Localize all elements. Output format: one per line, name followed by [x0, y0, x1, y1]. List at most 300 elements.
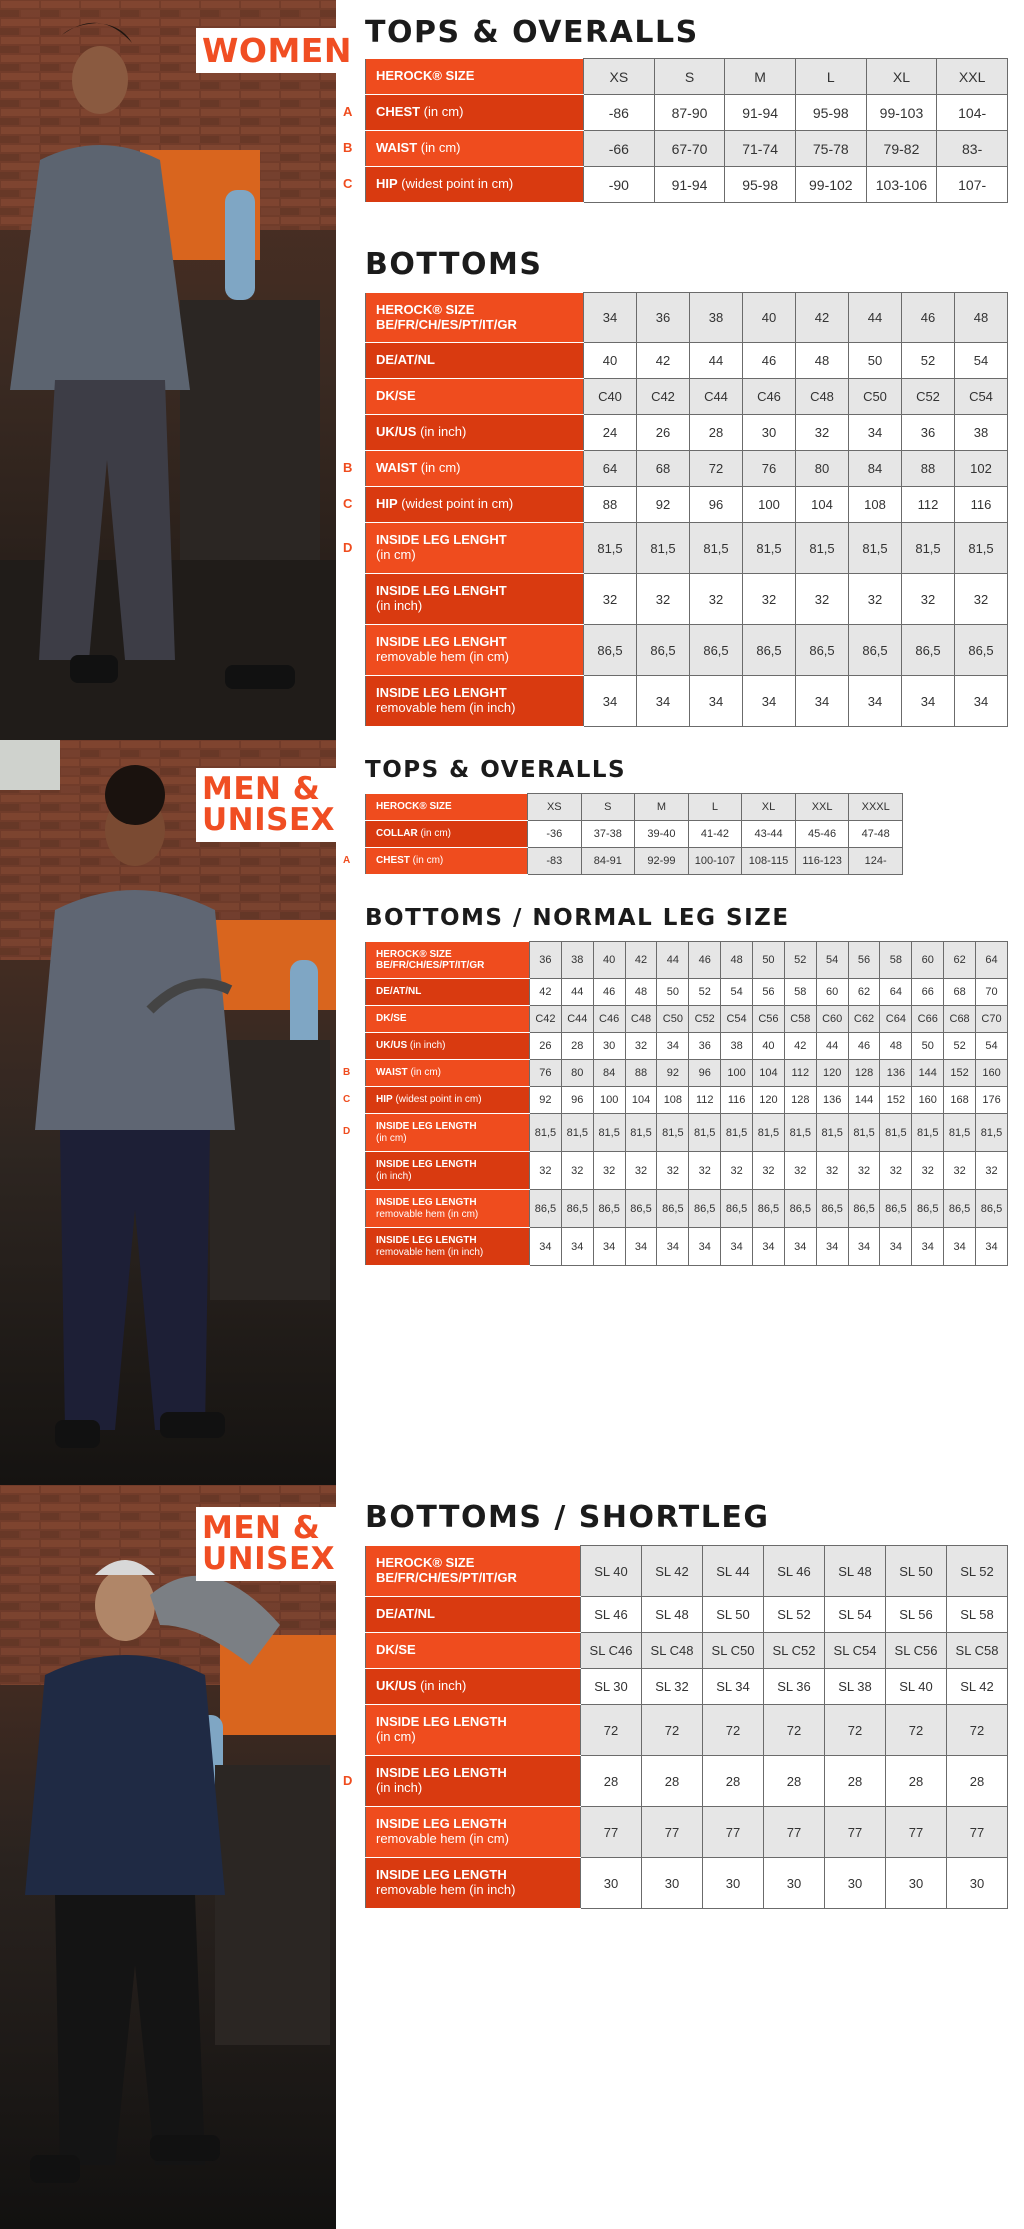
row-label-text: DK/SE — [376, 1642, 416, 1658]
size-cell: 32 — [625, 1033, 657, 1060]
row-label — [366, 1087, 530, 1114]
size-cell: C44 — [561, 1006, 593, 1033]
size-cell: 88 — [584, 487, 637, 523]
row-label-note: (widest point in cm) — [392, 1094, 482, 1106]
size-cell: SL 54 — [825, 1597, 886, 1633]
size-cell: 152 — [880, 1087, 912, 1114]
size-cell: 83- — [937, 131, 1008, 167]
size-header-cell: M — [635, 794, 689, 821]
size-cell: 77 — [947, 1807, 1008, 1858]
table-row — [366, 95, 1008, 131]
size-cell: 77 — [825, 1807, 886, 1858]
row-label-text: INSIDE LEG LENGTH — [376, 1765, 507, 1781]
size-cell: C54 — [721, 1006, 753, 1033]
size-cell: 168 — [944, 1087, 976, 1114]
size-cell: 81,5 — [743, 523, 796, 574]
size-cell: SL 32 — [642, 1669, 703, 1705]
size-cell: 95-98 — [725, 167, 796, 203]
size-cell: 68 — [637, 451, 690, 487]
measure-letter: C — [343, 496, 353, 512]
size-header-cell: 54 — [816, 942, 848, 979]
size-cell: 34 — [593, 1228, 625, 1266]
women-workwear-photo — [0, 0, 336, 740]
size-cell: 66 — [912, 979, 944, 1006]
size-cell: 34 — [721, 1228, 753, 1266]
size-cell: 81,5 — [816, 1114, 848, 1152]
size-cell: 160 — [912, 1087, 944, 1114]
table-header-row — [366, 942, 1008, 979]
size-cell: C52 — [689, 1006, 721, 1033]
size-header-cell: 34 — [584, 293, 637, 343]
table-row — [366, 1633, 1008, 1669]
size-cell: C54 — [955, 379, 1008, 415]
size-cell: 86,5 — [743, 625, 796, 676]
row-label — [366, 1669, 581, 1705]
size-cell: SL 50 — [703, 1597, 764, 1633]
size-cell: 30 — [703, 1858, 764, 1909]
size-header-cell: 44 — [849, 293, 902, 343]
row-label-text: WAIST — [376, 1067, 408, 1079]
size-cell: 32 — [637, 574, 690, 625]
size-cell: SL C54 — [825, 1633, 886, 1669]
size-cell: 34 — [530, 1228, 562, 1266]
table-header-row — [366, 1546, 1008, 1597]
size-cell: 32 — [955, 574, 1008, 625]
size-cell: 32 — [796, 415, 849, 451]
size-cell: 46 — [743, 343, 796, 379]
table-row — [366, 1033, 1008, 1060]
size-cell: SL 48 — [642, 1597, 703, 1633]
size-cell: 72 — [947, 1705, 1008, 1756]
size-cell: 88 — [625, 1060, 657, 1087]
size-cell: 32 — [849, 574, 902, 625]
size-cell: SL C46 — [581, 1633, 642, 1669]
size-cell: 28 — [690, 415, 743, 451]
size-cell: 86,5 — [625, 1190, 657, 1228]
size-header-cell: SL 44 — [703, 1546, 764, 1597]
size-cell: 62 — [848, 979, 880, 1006]
size-cell: 26 — [530, 1033, 562, 1060]
row-label-note: removable hem (in inch) — [376, 1882, 516, 1897]
size-cell: 48 — [880, 1033, 912, 1060]
table-row — [366, 1060, 1008, 1087]
row-label-note: (in cm) — [409, 855, 444, 867]
size-cell: 81,5 — [561, 1114, 593, 1152]
size-cell: 81,5 — [657, 1114, 689, 1152]
size-cell: 36 — [902, 415, 955, 451]
size-cell: C68 — [944, 1006, 976, 1033]
row-label — [366, 821, 528, 848]
row-label — [366, 1597, 581, 1633]
size-cell: 91-94 — [725, 95, 796, 131]
row-label — [366, 1858, 581, 1909]
row-label — [366, 979, 530, 1006]
table-row — [366, 848, 903, 875]
size-cell: SL C50 — [703, 1633, 764, 1669]
size-cell: 77 — [764, 1807, 825, 1858]
size-cell: 32 — [976, 1152, 1008, 1190]
size-cell: C44 — [690, 379, 743, 415]
size-cell: SL C58 — [947, 1633, 1008, 1669]
size-cell: 72 — [825, 1705, 886, 1756]
table-row — [366, 1669, 1008, 1705]
size-cell: 104 — [625, 1087, 657, 1114]
row-label-text: COLLAR — [376, 828, 418, 840]
size-cell: 86,5 — [796, 625, 849, 676]
row-label-note: (in cm) — [420, 104, 464, 120]
size-cell: 30 — [886, 1858, 947, 1909]
row-label — [366, 1152, 530, 1190]
size-header-cell: S — [654, 59, 725, 95]
size-cell: 81,5 — [902, 523, 955, 574]
measure-letter: A — [343, 104, 353, 120]
size-cell: 34 — [784, 1228, 816, 1266]
size-cell: 124- — [849, 848, 903, 875]
size-cell: 44 — [561, 979, 593, 1006]
row-label-note: (in cm) — [376, 547, 416, 562]
row-label-text: INSIDE LEG LENGTH — [376, 1197, 477, 1208]
size-cell: 42 — [784, 1033, 816, 1060]
size-cell: 81,5 — [721, 1114, 753, 1152]
table-row — [366, 451, 1008, 487]
measure-letter: B — [343, 460, 353, 476]
size-cell: 91-94 — [654, 167, 725, 203]
row-label — [366, 487, 584, 523]
shortleg-title: BOTTOMS / SHORTLEG — [365, 1500, 770, 1535]
size-header-cell: 50 — [753, 942, 785, 979]
size-cell: C46 — [743, 379, 796, 415]
row-label-note: (in cm) — [417, 828, 452, 840]
size-cell: 42 — [637, 343, 690, 379]
size-cell: 38 — [721, 1033, 753, 1060]
size-cell: 54 — [955, 343, 1008, 379]
size-cell: 86,5 — [849, 625, 902, 676]
row-label-note: (in cm) — [417, 140, 461, 156]
size-cell: SL 58 — [947, 1597, 1008, 1633]
size-cell: 81,5 — [796, 523, 849, 574]
size-cell: 28 — [642, 1756, 703, 1807]
row-label-text: INSIDE LEG LENGTH — [376, 1159, 477, 1170]
size-cell: 32 — [880, 1152, 912, 1190]
row-label-note: (widest point in cm) — [397, 176, 514, 192]
size-cell: 52 — [689, 979, 721, 1006]
table-row — [366, 1152, 1008, 1190]
size-cell: 99-103 — [866, 95, 937, 131]
row-label-text: INSIDE LEG LENGTH — [376, 1121, 477, 1132]
size-cell: 34 — [743, 676, 796, 727]
row-label-note: (in cm) — [407, 1067, 442, 1079]
table-row — [366, 1807, 1008, 1858]
size-header-cell: 40 — [593, 942, 625, 979]
size-header-cell: XXL — [795, 794, 849, 821]
size-cell: 32 — [848, 1152, 880, 1190]
badge-line: UNISEX — [202, 802, 336, 838]
size-cell: 34 — [848, 1228, 880, 1266]
size-header-cell: 46 — [689, 942, 721, 979]
size-cell: 48 — [796, 343, 849, 379]
measure-letter: C — [343, 176, 353, 192]
row-label-text: HEROCK® SIZE — [376, 948, 452, 960]
measure-letter: B — [343, 140, 353, 156]
row-label — [366, 95, 584, 131]
shortleg-photo-panel — [0, 1485, 336, 2229]
size-cell: 41-42 — [688, 821, 742, 848]
table-row — [366, 523, 1008, 574]
size-cell: 81,5 — [976, 1114, 1008, 1152]
size-cell: 95-98 — [795, 95, 866, 131]
size-cell: 136 — [880, 1060, 912, 1087]
row-label-text: CHEST — [376, 104, 421, 120]
size-header-cell: 64 — [976, 942, 1008, 979]
size-cell: 86,5 — [657, 1190, 689, 1228]
size-cell: 108 — [657, 1087, 689, 1114]
measure-letter: D — [343, 1126, 351, 1137]
size-cell: 112 — [689, 1087, 721, 1114]
row-label — [366, 848, 528, 875]
size-cell: 81,5 — [944, 1114, 976, 1152]
size-cell: 86,5 — [561, 1190, 593, 1228]
size-header-cell: XL — [742, 794, 796, 821]
measure-letter: C — [343, 1093, 351, 1105]
size-cell: 64 — [880, 979, 912, 1006]
size-header-cell: 40 — [743, 293, 796, 343]
size-cell: 42 — [530, 979, 562, 1006]
size-header-cell: 58 — [880, 942, 912, 979]
size-header-cell: SL 52 — [947, 1546, 1008, 1597]
size-cell: 120 — [753, 1087, 785, 1114]
size-cell: 39-40 — [635, 821, 689, 848]
size-cell: 34 — [690, 676, 743, 727]
table-header-row — [366, 794, 903, 821]
row-label — [366, 59, 584, 95]
row-label-text: INSIDE LEG LENGHT — [376, 583, 507, 599]
size-cell: 107- — [937, 167, 1008, 203]
size-cell: 58 — [784, 979, 816, 1006]
size-cell: 46 — [848, 1033, 880, 1060]
size-cell: 32 — [796, 574, 849, 625]
row-label — [366, 379, 584, 415]
row-label-text: INSIDE LEG LENGTH — [376, 1714, 507, 1730]
size-cell: 24 — [584, 415, 637, 451]
row-label-text: DE/AT/NL — [376, 352, 435, 368]
row-label-text: DE/AT/NL — [376, 986, 422, 998]
table-row — [366, 131, 1008, 167]
row-label — [366, 1807, 581, 1858]
row-label — [366, 625, 584, 676]
size-cell: 96 — [690, 487, 743, 523]
table-row — [366, 167, 1008, 203]
size-cell: 84-91 — [581, 848, 635, 875]
size-cell: 28 — [764, 1756, 825, 1807]
size-cell: -66 — [584, 131, 655, 167]
size-cell: 60 — [816, 979, 848, 1006]
size-cell: 86,5 — [955, 625, 1008, 676]
size-cell: 48 — [625, 979, 657, 1006]
size-cell: 32 — [561, 1152, 593, 1190]
table-row — [366, 415, 1008, 451]
size-header-cell: 56 — [848, 942, 880, 979]
badge-line: MEN & — [202, 1510, 321, 1546]
women-badge — [196, 28, 358, 73]
size-header-cell: 60 — [912, 942, 944, 979]
size-cell: 34 — [657, 1228, 689, 1266]
row-label — [366, 1705, 581, 1756]
size-header-cell: 42 — [625, 942, 657, 979]
size-cell: 28 — [561, 1033, 593, 1060]
size-cell: 72 — [886, 1705, 947, 1756]
table-row — [366, 1190, 1008, 1228]
size-cell: 112 — [902, 487, 955, 523]
size-cell: 81,5 — [690, 523, 743, 574]
table-row — [366, 979, 1008, 1006]
row-label-note: (in cm) — [376, 1132, 407, 1144]
size-cell: 92 — [657, 1060, 689, 1087]
row-label — [366, 415, 584, 451]
size-cell: 72 — [690, 451, 743, 487]
row-label-text: DK/SE — [376, 1013, 407, 1025]
size-header-cell: SL 46 — [764, 1546, 825, 1597]
row-label-text: CHEST — [376, 855, 410, 867]
table-row — [366, 1087, 1008, 1114]
row-label-text: UK/US — [376, 1678, 417, 1694]
row-label-text: UK/US — [376, 1040, 408, 1052]
table-row — [366, 1006, 1008, 1033]
size-cell: SL C52 — [764, 1633, 825, 1669]
size-cell: -36 — [528, 821, 582, 848]
table-row — [366, 676, 1008, 727]
row-label-note: removable hem (in inch) — [376, 700, 516, 715]
size-cell: 128 — [784, 1087, 816, 1114]
row-label — [366, 1114, 530, 1152]
row-label — [366, 131, 584, 167]
men-badge — [196, 768, 341, 842]
size-cell: 87-90 — [654, 95, 725, 131]
row-label-text: INSIDE LEG LENGHT — [376, 685, 507, 701]
size-cell: C66 — [912, 1006, 944, 1033]
size-cell: 86,5 — [721, 1190, 753, 1228]
size-cell: 50 — [849, 343, 902, 379]
size-cell: SL 34 — [703, 1669, 764, 1705]
size-cell: 28 — [703, 1756, 764, 1807]
size-cell: 81,5 — [530, 1114, 562, 1152]
size-cell: 67-70 — [654, 131, 725, 167]
row-label-text: HEROCK® SIZE — [376, 68, 475, 84]
size-cell: 36 — [689, 1033, 721, 1060]
size-header-cell: SL 42 — [642, 1546, 703, 1597]
size-cell: 102 — [955, 451, 1008, 487]
table-row — [366, 574, 1008, 625]
size-cell: 86,5 — [593, 1190, 625, 1228]
size-cell: 80 — [561, 1060, 593, 1087]
row-label-text: INSIDE LEG LENGHT — [376, 634, 507, 650]
table-row — [366, 625, 1008, 676]
table-row — [366, 1114, 1008, 1152]
size-cell: 88 — [902, 451, 955, 487]
size-cell: SL 30 — [581, 1669, 642, 1705]
row-label-text: HEROCK® SIZE — [376, 1555, 475, 1571]
size-header-cell: 36 — [530, 942, 562, 979]
size-cell: 56 — [753, 979, 785, 1006]
size-cell: 112 — [784, 1060, 816, 1087]
size-header-cell: 52 — [784, 942, 816, 979]
row-label-text: HIP — [376, 1094, 393, 1106]
row-label-text: UK/US — [376, 424, 417, 440]
row-label-note: (in inch) — [416, 424, 467, 440]
size-cell: 144 — [848, 1087, 880, 1114]
size-cell: SL 42 — [947, 1669, 1008, 1705]
size-cell: 28 — [825, 1756, 886, 1807]
size-cell: 32 — [584, 574, 637, 625]
men-tops-table — [365, 793, 903, 875]
size-cell: 34 — [657, 1033, 689, 1060]
table-row — [366, 1597, 1008, 1633]
size-cell: 108 — [849, 487, 902, 523]
size-header-cell: XXXL — [849, 794, 903, 821]
row-label-note: (in cm) — [417, 460, 461, 476]
size-header-cell: L — [688, 794, 742, 821]
size-cell: 32 — [530, 1152, 562, 1190]
size-cell: 34 — [816, 1228, 848, 1266]
size-cell: 86,5 — [784, 1190, 816, 1228]
row-label-note: (in inch) — [416, 1678, 467, 1694]
size-cell: 116 — [955, 487, 1008, 523]
table-header-row — [366, 293, 1008, 343]
size-cell: 44 — [816, 1033, 848, 1060]
size-cell: 100-107 — [688, 848, 742, 875]
size-cell: C48 — [625, 1006, 657, 1033]
size-cell: 116 — [721, 1087, 753, 1114]
size-cell: 54 — [976, 1033, 1008, 1060]
size-header-cell: 48 — [955, 293, 1008, 343]
row-label — [366, 1190, 530, 1228]
size-cell: 32 — [721, 1152, 753, 1190]
row-label-note: (in cm) — [376, 1729, 416, 1744]
row-label-text: DE/AT/NL — [376, 1606, 435, 1622]
size-cell: 72 — [581, 1705, 642, 1756]
size-header-cell: M — [725, 59, 796, 95]
size-cell: 81,5 — [625, 1114, 657, 1152]
size-header-cell: 44 — [657, 942, 689, 979]
size-cell: 32 — [690, 574, 743, 625]
measure-letter: D — [343, 1772, 353, 1788]
size-cell: 100 — [721, 1060, 753, 1087]
men-photo-panel — [0, 740, 336, 1485]
row-label-text: INSIDE LEG LENGTH — [376, 1867, 507, 1883]
size-header-cell: XS — [584, 59, 655, 95]
row-label-text: HIP — [376, 176, 398, 192]
size-cell: 86,5 — [637, 625, 690, 676]
men-workwear-photo — [0, 740, 336, 1485]
size-cell: 34 — [625, 1228, 657, 1266]
size-cell: C40 — [584, 379, 637, 415]
size-cell: 45-46 — [795, 821, 849, 848]
size-cell: 30 — [947, 1858, 1008, 1909]
size-cell: 32 — [784, 1152, 816, 1190]
size-cell: SL 40 — [886, 1669, 947, 1705]
size-cell: 84 — [849, 451, 902, 487]
badge-line: UNISEX — [202, 1541, 336, 1577]
men-tops-title: TOPS & OVERALLS — [365, 757, 627, 783]
size-cell: 86,5 — [753, 1190, 785, 1228]
row-label — [366, 1633, 581, 1669]
size-cell: C46 — [593, 1006, 625, 1033]
size-cell: C50 — [849, 379, 902, 415]
size-cell: 99-102 — [795, 167, 866, 203]
size-cell: 30 — [642, 1858, 703, 1909]
row-label-note: removable hem (in cm) — [376, 649, 509, 664]
size-cell: 86,5 — [976, 1190, 1008, 1228]
size-header-cell: 36 — [637, 293, 690, 343]
